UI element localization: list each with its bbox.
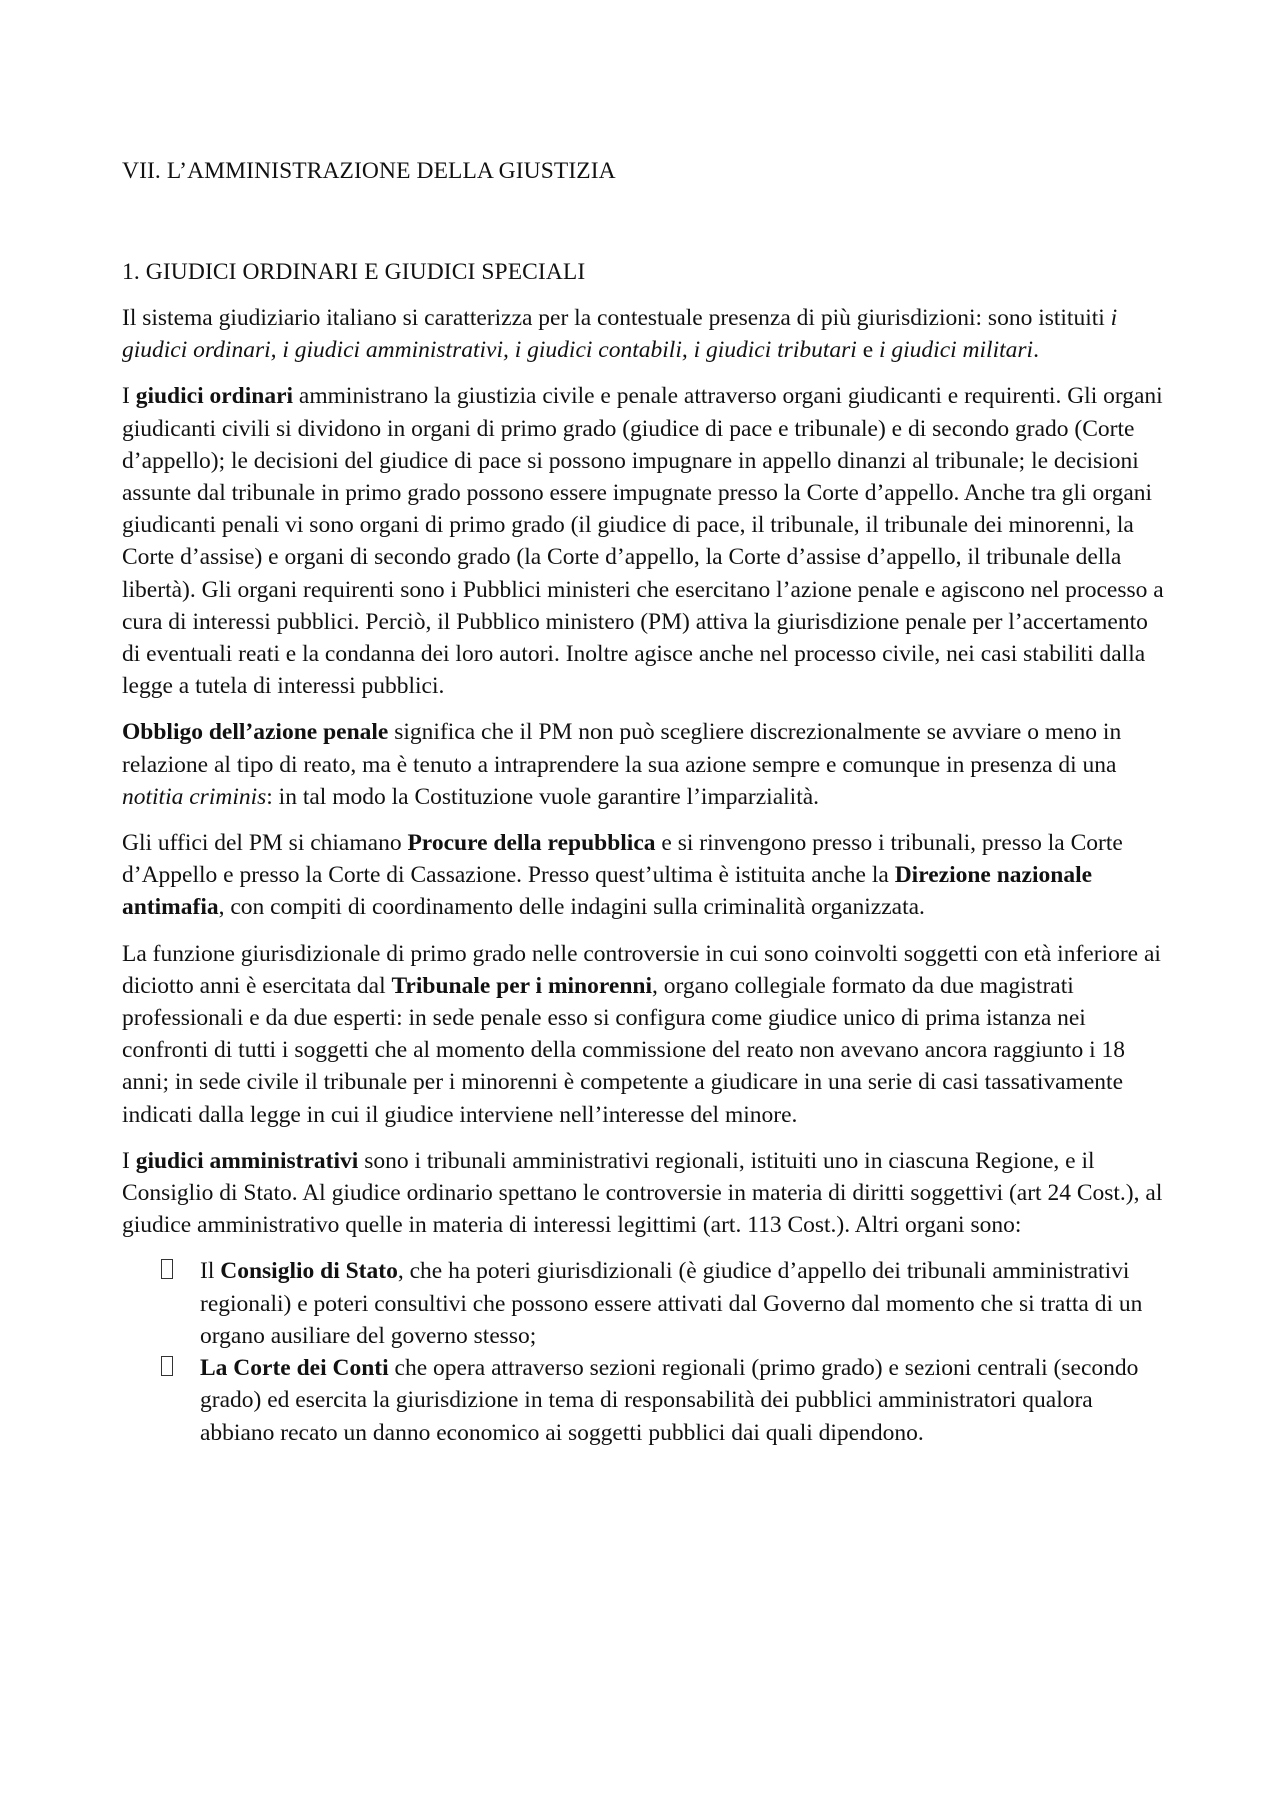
document-body <box>122 302 1167 1449</box>
list-item: Il Consiglio di Stato, che ha poteri giurisdizionali (è giudice d’appello dei tribunali amministrativi regionali) e poteri consultivi che possono essere attivati dal Governo dal momento che si tratta di un organo ausiliare del governo stesso; <box>122 1255 1167 1352</box>
bullet-glyph-icon <box>161 1356 173 1376</box>
paragraph-procure: Gli uffici del PM si chiamano Procure della repubblica e si rinvengono presso i tribunali, presso la Corte d’Appello e presso la Corte di Cassazione. Presso quest’ultima è istituita anche la Direzione nazionale antimafia, con compiti di coordinamento delle indagini sulla criminalità organizzata. <box>122 830 1123 921</box>
paragraph-obbligo-azione-penale: Obbligo dell’azione penale significa che il PM non può scegliere discrezionalmente se avviare o meno in relazione al tipo di reato, ma è tenuto a intraprendere la sua azione sempre e comunque in presenza di una notitia criminis: in tal modo la Costituzione vuole garantire l’imparzialità. <box>122 719 1122 810</box>
paragraph-giudici-ordinari: I giudici ordinari amministrano la giustizia civile e penale attraverso organi giudicanti e requirenti. Gli organi giudicanti civili si dividono in organi di primo grado (giudice di pace e tribunale) e di secondo grado (Corte d’appello); le decisioni del giudice di pace si possono impugnare in appello dinanzi al tribunale; le decisioni assunte dal tribunale in primo grado possono essere impugnate presso la Corte d’appello. Anche tra gli organi giudicanti penali vi sono organi di primo grado (il giudice di pace, il tribunale, il tribunale dei minorenni, la Corte d’assise) e organi di secondo grado (la Corte d’appello, la Corte d’assise d’appello, il tribunale della libertà). Gli organi requirenti sono i Pubblici ministeri che esercitano l’azione penale e agiscono nel processo a cura di interessi pubblici. Perciò, il Pubblico ministero (PM) attiva la giurisdizione penale per l’accertamento di eventuali reati e la condanna dei loro autori. Inoltre agisce anche nel processo civile, nei casi stabiliti dalla legge a tutela di interessi pubblici. <box>122 383 1164 700</box>
organi-list <box>122 1255 1167 1448</box>
paragraph-tribunale-minorenni: La funzione giurisdizionale di primo grado nelle controversie in cui sono coinvolti soggetti con età inferiore ai diciotto anni è esercitata dal Tribunale per i minorenni, organo collegiale formato da due magistrati professionali e da due esperti: in sede penale esso si configura come giudice unico di prima istanza nei confronti di tutti i soggetti che al momento della commissione del reato non avevano ancora raggiunto i 18 anni; in sede civile il tribunale per i minorenni è competente a giudicare in una serie di casi tassativamente indicati dalla legge in cui il giudice interviene nell’interesse del minore. <box>122 940 1161 1128</box>
section-title: 1. GIUDICI ORDINARI E GIUDICI SPECIALI <box>122 259 586 285</box>
paragraph-intro: Il sistema giudiziario italiano si caratterizza per la contestuale presenza di più giurisdizioni: sono istituiti i giudici ordinari, i giudici amministrativi, i giudici contabili, i giudici tributari e i giudici militari. <box>122 305 1118 364</box>
chapter-title: VII. L’AMMINISTRAZIONE DELLA GIUSTIZIA <box>122 158 616 184</box>
bullet-glyph-icon <box>161 1259 173 1279</box>
list-item: La Corte dei Conti che opera attraverso sezioni regionali (primo grado) e sezioni centrali (secondo grado) ed esercita la giurisdizione in tema di responsabilità dei pubblici amministratori qualora abbiano recato un danno economico ai soggetti pubblici dai quali dipendono. <box>122 1352 1167 1449</box>
paragraph-giudici-amministrativi: I giudici amministrativi sono i tribunali amministrativi regionali, istituiti uno in ciascuna Regione, e il Consiglio di Stato. Al giudice ordinario spettano le controversie in materia di diritti soggettivi (art 24 Cost.), al giudice amministrativo quelle in materia di interessi legittimi (art. 113 Cost.). Altri organi sono: <box>122 1147 1163 1239</box>
